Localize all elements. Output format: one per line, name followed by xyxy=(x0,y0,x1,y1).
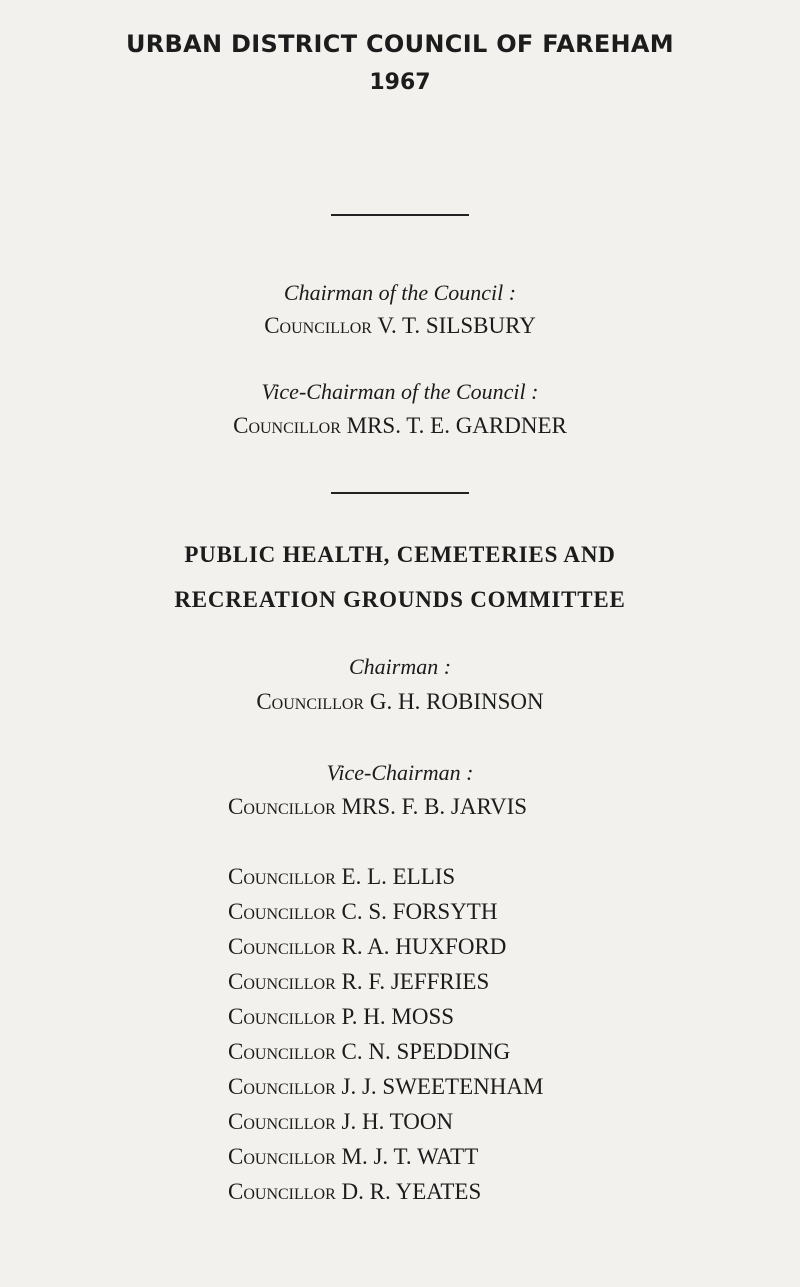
document-title: URBAN DISTRICT COUNCIL OF FAREHAM xyxy=(125,30,674,58)
council-vice-chairman xyxy=(0,413,800,439)
prefix: Councillor xyxy=(256,689,365,714)
prefix: Councillor xyxy=(228,1039,336,1064)
name: R. F. JEFFRIES xyxy=(341,969,490,994)
prefix: Councillor xyxy=(228,1109,336,1134)
divider xyxy=(331,214,469,216)
member-item xyxy=(228,1039,510,1065)
document-year: 1967 xyxy=(369,70,431,95)
name: MRS. F. B. JARVIS xyxy=(341,794,528,819)
committee-chairman xyxy=(0,689,800,715)
prefix: Councillor xyxy=(228,934,336,959)
prefix: Councillor xyxy=(233,413,341,438)
name: M. J. T. WATT xyxy=(341,1144,479,1169)
prefix: Councillor xyxy=(228,1144,336,1169)
name: V. T. SILSBURY xyxy=(377,313,536,338)
member-item xyxy=(228,934,506,960)
committee-vice-chairman xyxy=(228,794,527,820)
member-item xyxy=(228,1179,481,1205)
council-chairman xyxy=(0,313,800,339)
prefix: Councillor xyxy=(228,1074,336,1099)
member-item xyxy=(228,1144,478,1170)
name: P. H. MOSS xyxy=(341,1004,455,1029)
council-chairman-label: Chairman of the Council : xyxy=(283,280,517,305)
name: C. S. FORSYTH xyxy=(341,899,498,924)
committee-vice-chairman-label: Vice-Chairman : xyxy=(326,760,474,785)
name: J. H. TOON xyxy=(341,1109,454,1134)
committee-title-line2: RECREATION GROUNDS COMMITTEE xyxy=(174,587,626,612)
member-item xyxy=(228,1074,543,1100)
divider xyxy=(331,492,469,494)
member-item xyxy=(228,1109,453,1135)
name: E. L. ELLIS xyxy=(341,864,456,889)
name: R. A. HUXFORD xyxy=(341,934,507,959)
prefix: Councillor xyxy=(228,899,336,924)
prefix: Councillor xyxy=(228,969,336,994)
member-item xyxy=(228,1004,454,1030)
committee-title-line1: PUBLIC HEALTH, CEMETERIES AND xyxy=(184,542,616,567)
member-item xyxy=(228,969,489,995)
prefix: Councillor xyxy=(228,1179,336,1204)
prefix: Councillor xyxy=(264,313,372,338)
name: D. R. YEATES xyxy=(341,1179,482,1204)
name: MRS. T. E. GARDNER xyxy=(346,413,567,438)
prefix: Councillor xyxy=(228,864,336,889)
committee-chairman-label: Chairman : xyxy=(348,654,452,679)
prefix: Councillor xyxy=(228,794,336,819)
member-item xyxy=(228,899,497,925)
name: G. H. ROBINSON xyxy=(369,689,544,714)
member-item xyxy=(228,864,455,890)
name: J. J. SWEETENHAM xyxy=(341,1074,544,1099)
council-vice-chairman-label: Vice-Chairman of the Council : xyxy=(261,379,539,404)
prefix: Councillor xyxy=(228,1004,336,1029)
name: C. N. SPEDDING xyxy=(341,1039,511,1064)
